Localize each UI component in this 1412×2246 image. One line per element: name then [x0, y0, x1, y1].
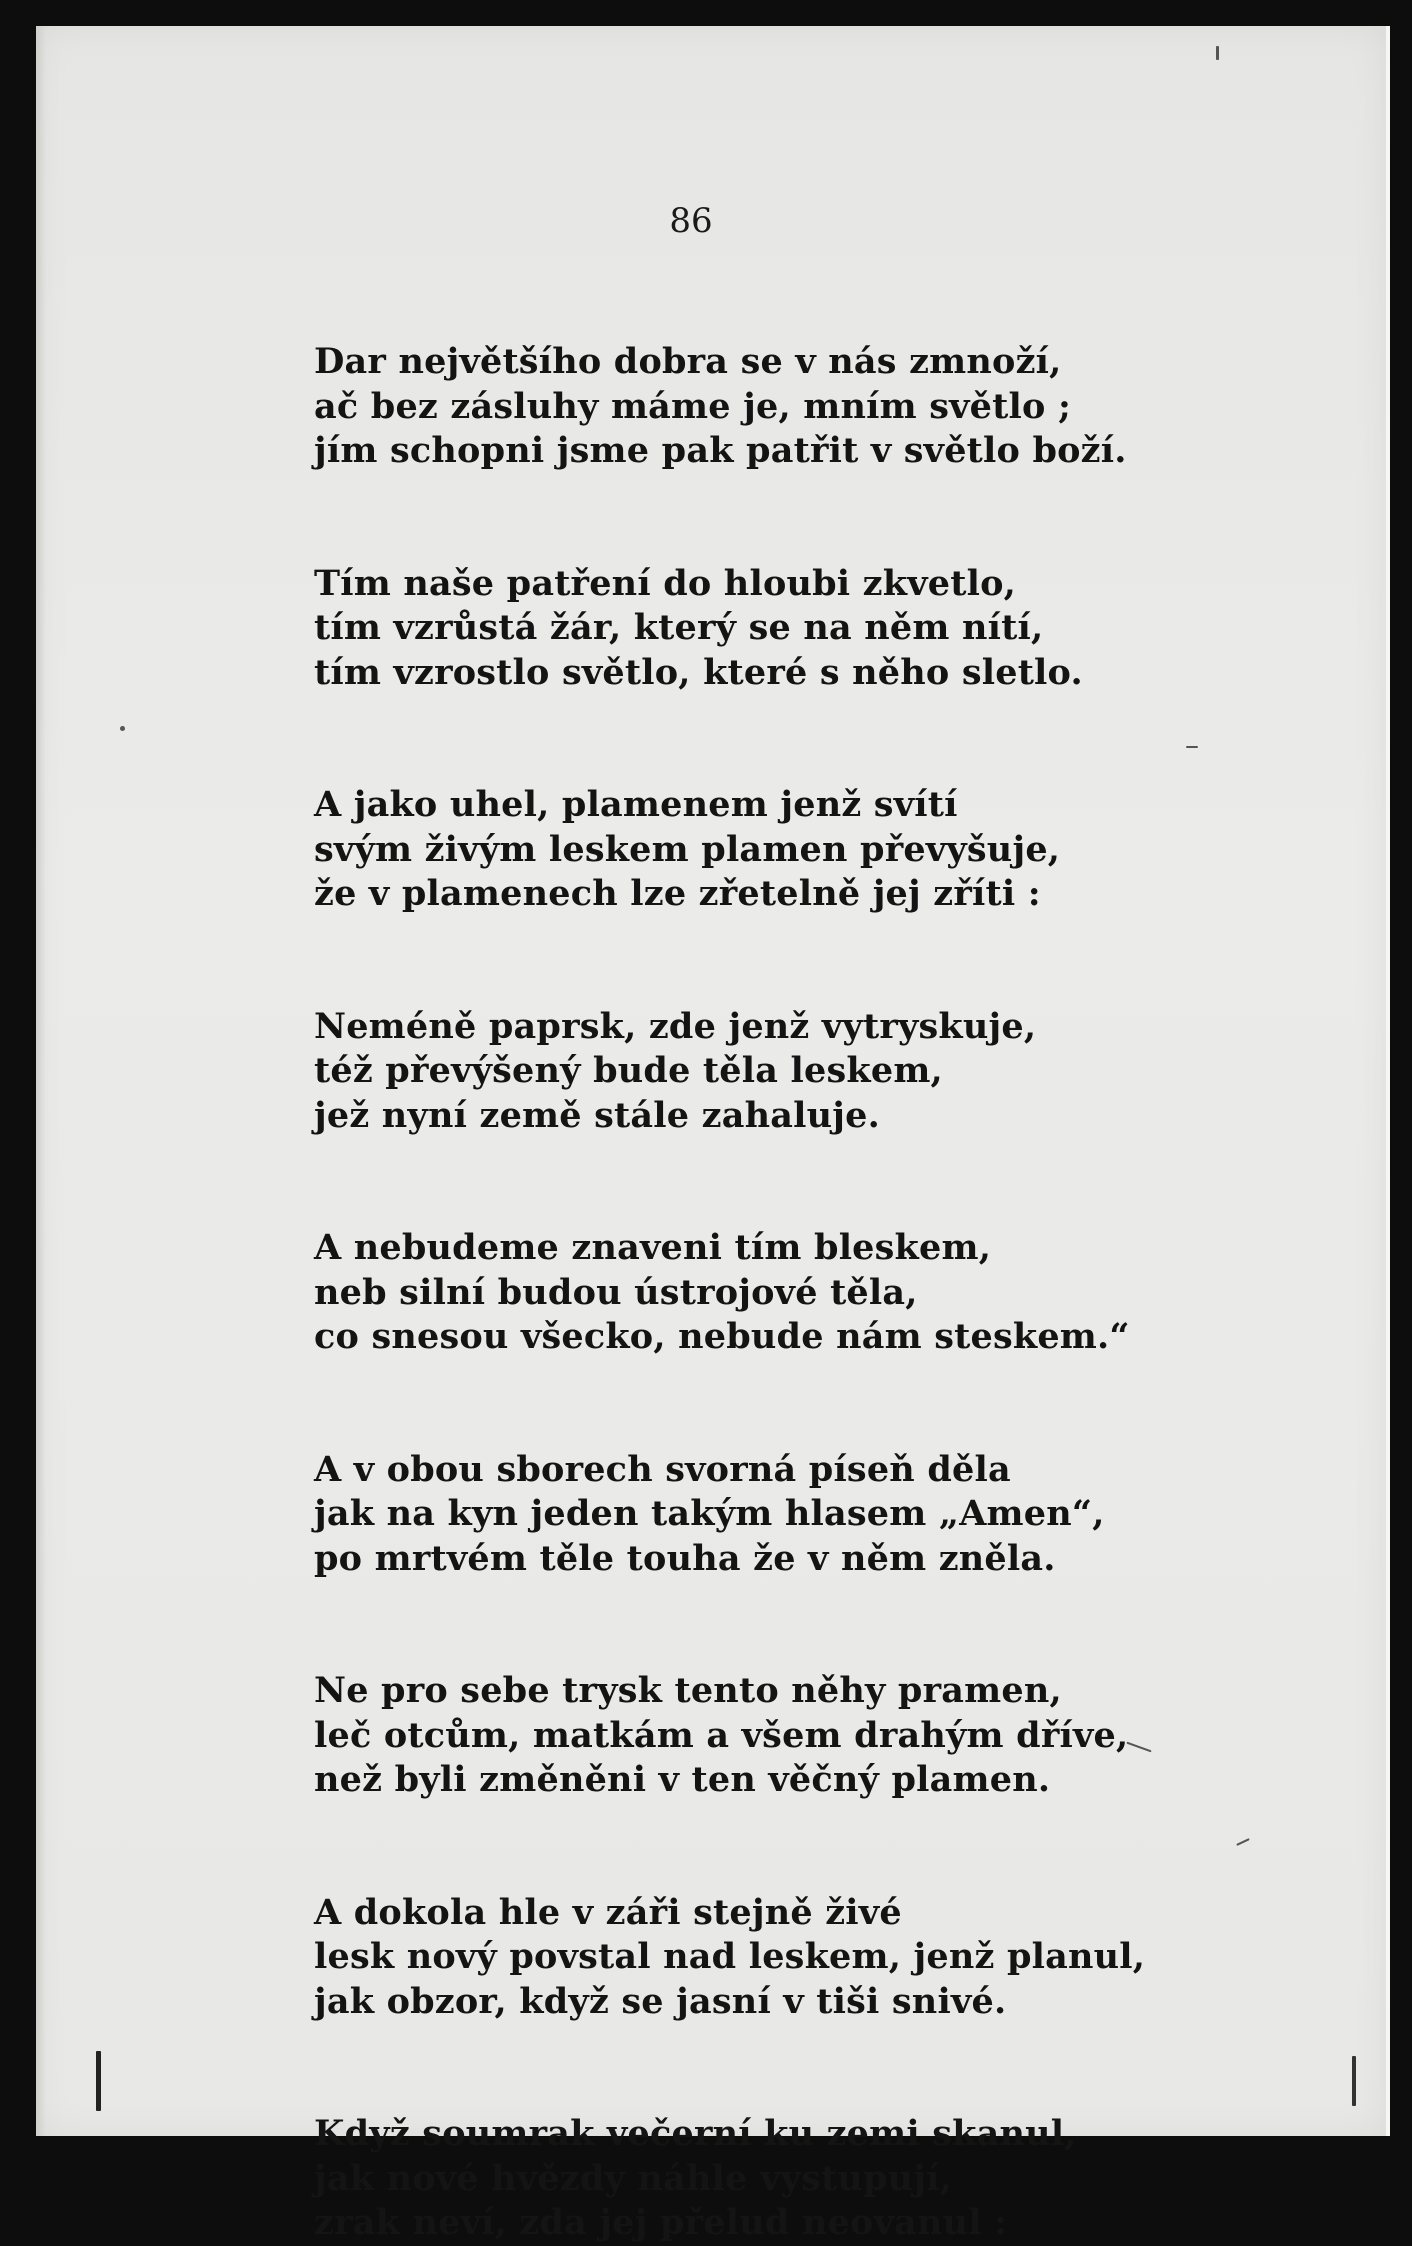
- poem-line: Když soumrak večerní ku zemi skanul,: [314, 2113, 1077, 2154]
- scan-speck: [1186, 746, 1198, 748]
- page-edge: [36, 26, 46, 2136]
- poem-line: A dokola hle v záři stejně živé: [314, 1891, 902, 1933]
- scan-speck: [1352, 2056, 1356, 2106]
- poem-line: ač bez zásluhy máme je, mním světlo ;: [314, 385, 1072, 427]
- scan-speck: [96, 2051, 101, 2111]
- stanza: [314, 2112, 1334, 2246]
- poem-line: Ne pro sebe trysk tento něhy pramen,: [314, 1670, 1062, 1711]
- scan-speck: [1216, 46, 1219, 60]
- stanza: [314, 340, 1334, 474]
- scanned-page: [36, 26, 1390, 2243]
- poem-line: co snesou všecko, nebude nám steskem.“: [314, 1316, 1130, 1357]
- poem-line: lesk nový povstal nad leskem, jenž planul,: [314, 1936, 1146, 1977]
- poem-line: Neméně paprsk, zde jenž vytryskuje,: [314, 1005, 1037, 1047]
- poem-line: že v plamenech lze zřetelně jej zříti :: [314, 873, 1041, 914]
- stanza: [314, 562, 1334, 696]
- poem-line: jež nyní země stále zahaluje.: [314, 1094, 880, 1136]
- poem-line: po mrtvém těle touha že v něm zněla.: [314, 1537, 1056, 1579]
- poem-line: též převýšený bude těla leskem,: [314, 1050, 943, 1091]
- stanza: [314, 1226, 1334, 1360]
- page-number: 86: [669, 201, 713, 241]
- scan-speck: [120, 726, 125, 731]
- stanza: [314, 783, 1334, 917]
- poem-line: zrak neví, zda jej přelud neovanul :: [314, 2202, 1008, 2243]
- poem-line: tím vzrostlo světlo, které s něho sletlo.: [314, 651, 1083, 693]
- stanza: [314, 1891, 1334, 2025]
- poem-line: Dar největšího dobra se v nás zmnoží,: [314, 341, 1062, 382]
- poem: [314, 340, 1334, 2246]
- stanza: [314, 1669, 1334, 1803]
- stanza: [314, 1448, 1334, 1582]
- poem-line: jak nové hvězdy náhle vystupují,: [314, 2157, 953, 2199]
- poem-line: svým živým leskem plamen převyšuje,: [314, 828, 1061, 870]
- poem-line: A nebudeme znaveni tím bleskem,: [314, 1227, 992, 1268]
- poem-line: Tím naše patření do hloubi zkvetlo,: [314, 562, 1017, 604]
- poem-line: tím vzrůstá žár, který se na něm nítí,: [314, 607, 1044, 648]
- poem-line: jak obzor, když se jasní v tiši snivé.: [314, 1980, 1007, 2022]
- poem-line: než byli změněni v ten věčný plamen.: [314, 1759, 1051, 1800]
- poem-line: neb silní budou ústrojové těla,: [314, 1271, 918, 1313]
- stanza: [314, 1005, 1334, 1139]
- poem-line: A v obou sborech svorná píseň děla: [314, 1448, 1011, 1490]
- poem-line: A jako uhel, plamenem jenž svítí: [314, 784, 958, 825]
- poem-line: jak na kyn jeden takým hlasem „Amen“,: [314, 1493, 1105, 1534]
- poem-line: jím schopni jsme pak patřit v světlo boží.: [314, 430, 1127, 471]
- poem-line: leč otcům, matkám a všem drahým dříve,: [314, 1714, 1129, 1756]
